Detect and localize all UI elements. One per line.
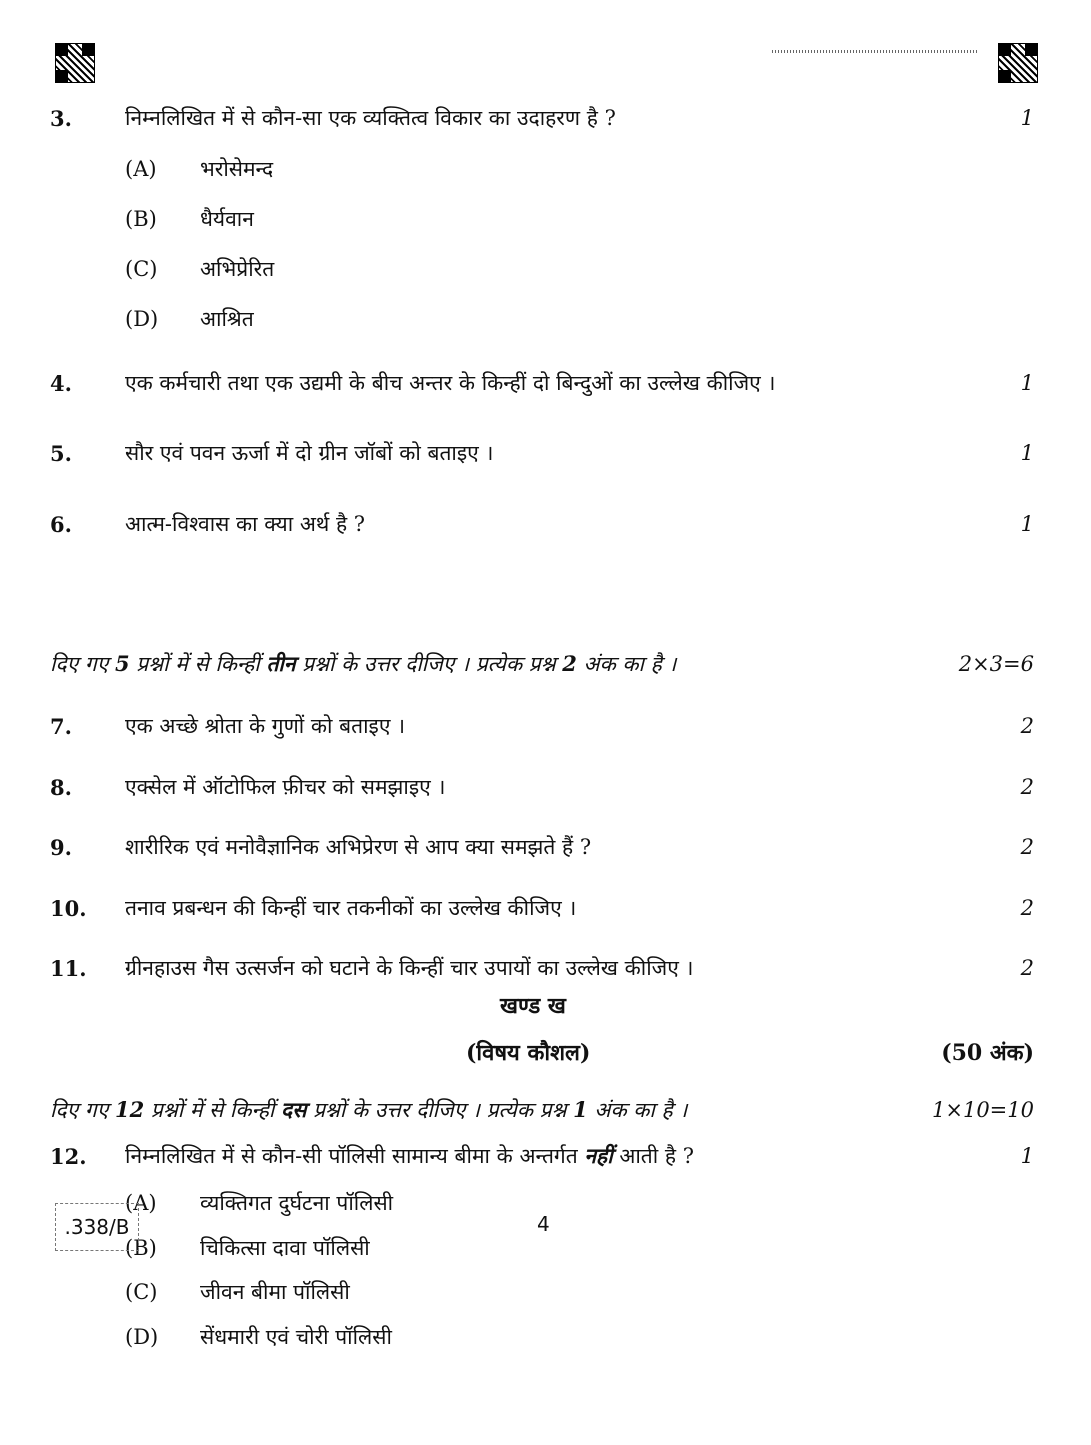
- option-text: अभिप्रेरित: [200, 257, 275, 281]
- question-text: एक अच्छे श्रोता के गुणों को बताइए ।: [125, 714, 406, 738]
- section-marks: (50 अंक): [941, 1040, 1034, 1066]
- option-letter: (B): [125, 207, 157, 231]
- instruction-marks: 1×10=10: [932, 1098, 1034, 1122]
- question-text: सौर एवं पवन ऊर्जा में दो ग्रीन जॉबों को बताइए ।: [125, 441, 494, 465]
- option-text: भरोसेमन्द: [200, 157, 274, 181]
- section-title: खण्ड ख: [500, 993, 566, 1019]
- option-letter: (C): [125, 1280, 158, 1304]
- qr-code-icon: [55, 43, 95, 83]
- option-text: आश्रित: [200, 307, 254, 331]
- option-letter: (A): [125, 157, 157, 181]
- question-marks: 2: [1020, 956, 1034, 980]
- option-letter: (A): [125, 1191, 157, 1215]
- question-number: 8.: [50, 775, 72, 800]
- option-text: धैर्यवान: [200, 207, 254, 231]
- question-marks: 2: [1020, 835, 1034, 859]
- instruction-marks: 2×3=6: [958, 652, 1034, 676]
- question-number: 5.: [50, 441, 72, 466]
- question-number: 6.: [50, 512, 72, 537]
- question-text: आत्म-विश्वास का क्या अर्थ है ?: [125, 512, 366, 536]
- barcode-strip: [772, 50, 977, 53]
- question-number: 4.: [50, 371, 72, 396]
- option-text: चिकित्सा दावा पॉलिसी: [200, 1236, 370, 1260]
- question-marks: 2: [1020, 775, 1034, 799]
- page-number: 4: [537, 1212, 550, 1236]
- question-marks: 2: [1020, 714, 1034, 738]
- question-marks: 1: [1020, 106, 1034, 130]
- question-text: एक्सेल में ऑटोफिल फ़ीचर को समझाइए ।: [125, 775, 446, 799]
- question-number: 11.: [50, 956, 87, 981]
- question-text: शारीरिक एवं मनोवैज्ञानिक अभिप्रेरण से आप क्या समझते हैं ?: [125, 835, 592, 859]
- question-marks: 1: [1020, 1144, 1034, 1168]
- qr-code-icon: [998, 43, 1038, 83]
- option-letter: (C): [125, 257, 158, 281]
- option-letter: (B): [125, 1236, 157, 1260]
- question-number: 7.: [50, 714, 72, 739]
- option-text: सेंधमारी एवं चोरी पॉलिसी: [200, 1325, 392, 1349]
- instruction-text: दिए गए 12 प्रश्नों में से किन्हीं दस प्रश्नों के उत्तर दीजिए । प्रत्येक प्रश्न 1 अंक का है ।: [50, 1097, 688, 1122]
- question-text: निम्नलिखित में से कौन-सा एक व्यक्तित्व विकार का उदाहरण है ?: [125, 106, 616, 130]
- option-text: व्यक्तिगत दुर्घटना पॉलिसी: [200, 1191, 394, 1215]
- question-text: निम्नलिखित में से कौन-सी पॉलिसी सामान्य बीमा के अन्तर्गत नहीं आती है ?: [125, 1143, 694, 1168]
- question-text: ग्रीनहाउस गैस उत्सर्जन को घटाने के किन्हीं चार उपायों का उल्लेख कीजिए ।: [125, 956, 694, 980]
- section-subtitle: (विषय कौशल): [466, 1040, 591, 1066]
- option-letter: (D): [125, 307, 159, 331]
- question-text: तनाव प्रबन्धन की किन्हीं चार तकनीकों का उल्लेख कीजिए ।: [125, 896, 577, 920]
- question-marks: 1: [1020, 441, 1034, 465]
- paper-code: .338/B: [55, 1203, 139, 1251]
- option-text: जीवन बीमा पॉलिसी: [200, 1280, 350, 1304]
- question-number: 3.: [50, 106, 72, 131]
- question-number: 10.: [50, 896, 87, 921]
- question-number: 9.: [50, 835, 72, 860]
- question-text: एक कर्मचारी तथा एक उद्यमी के बीच अन्तर के किन्हीं दो बिन्दुओं का उल्लेख कीजिए ।: [125, 371, 776, 395]
- question-marks: 1: [1020, 512, 1034, 536]
- option-letter: (D): [125, 1325, 159, 1349]
- instruction-text: दिए गए 5 प्रश्नों में से किन्हीं तीन प्रश्नों के उत्तर दीजिए । प्रत्येक प्रश्न 2 अंक का है ।: [50, 651, 677, 676]
- question-marks: 1: [1020, 371, 1034, 395]
- question-number: 12.: [50, 1144, 87, 1169]
- question-marks: 2: [1020, 896, 1034, 920]
